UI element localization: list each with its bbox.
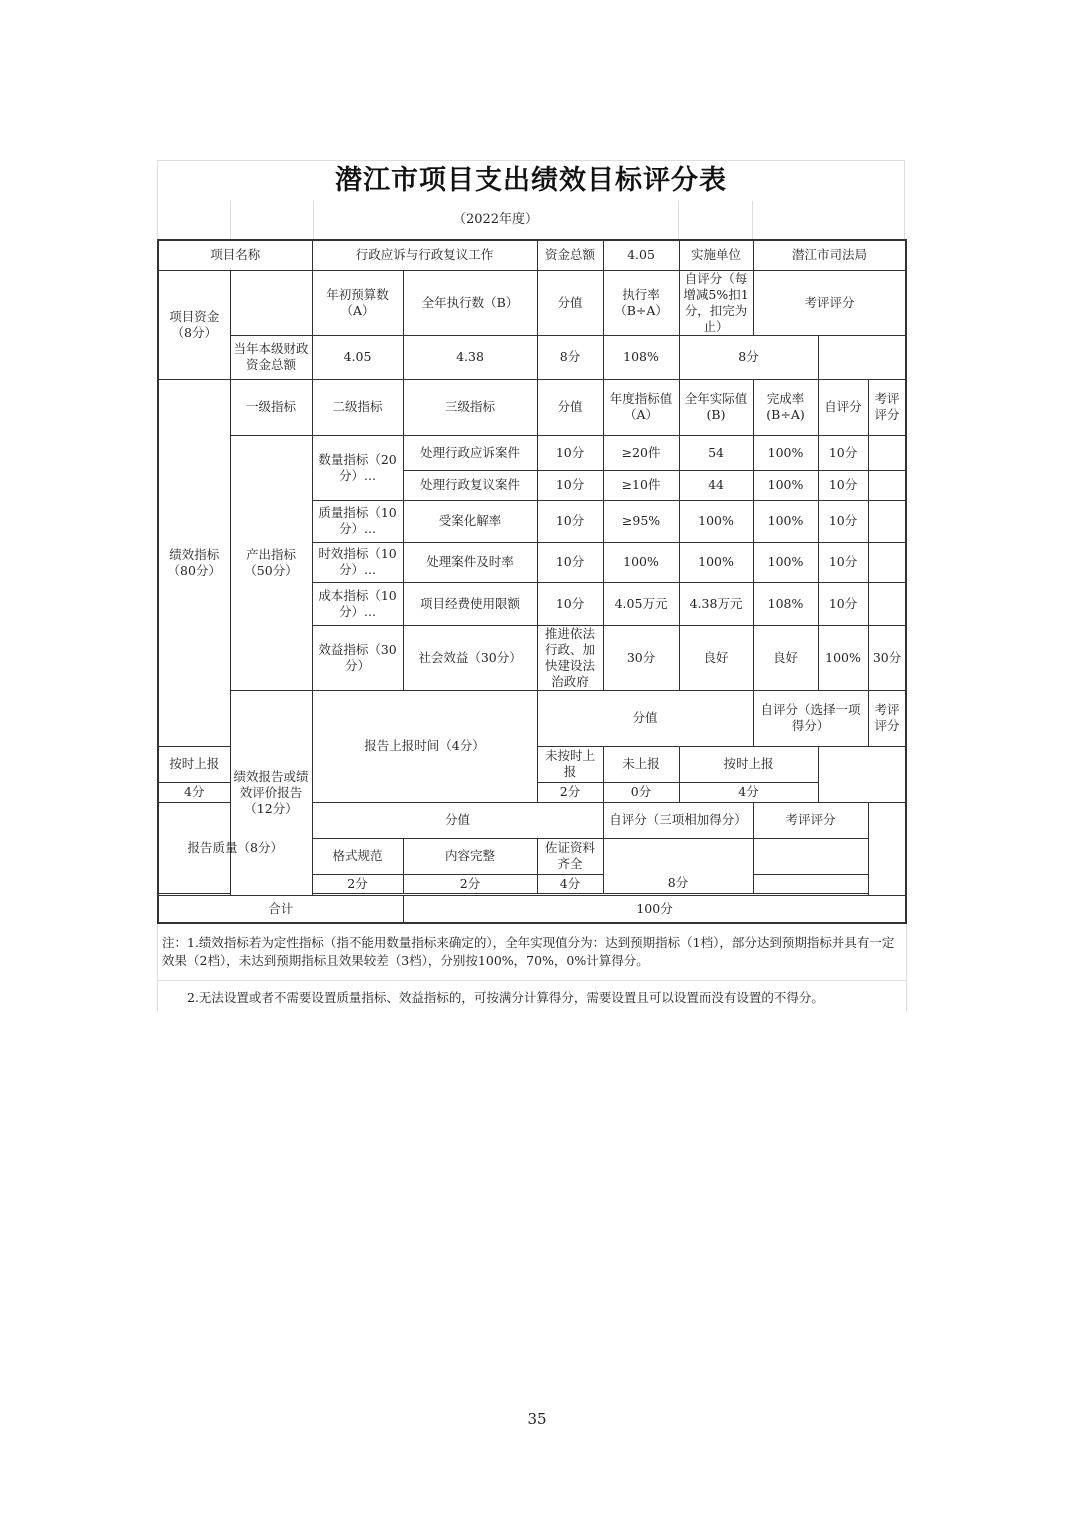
indicator-target: ≥10件 [603,470,679,500]
option-complete-score: 2分 [403,874,537,893]
indicator-review [868,500,906,542]
funds-header-row [158,270,906,335]
funds-review-score [818,335,906,379]
header-level2: 二级指标 [312,379,403,435]
indicator-target: 4.05万元 [603,582,679,625]
timeliness-self-score: 4分 [679,782,818,802]
funds-row [158,335,906,379]
option-format: 格式规范 [312,838,403,874]
indicator-name: 推进依法行政、加快建设法治政府 [537,625,603,690]
report-timeliness-score-header: 分值 [537,690,753,746]
output-indicator-label: 产出指标（50分） [230,435,312,690]
total-value: 100分 [403,895,906,923]
quantity-indicator-label: 数量指标（20分）... [312,435,403,500]
report-timeliness-review-header: 考评评分 [868,690,906,746]
benefit-indicator-label: 效益指标（30分） [312,625,403,690]
total-row [158,895,906,923]
report-quality-review-header: 考评评分 [753,802,868,838]
grid-line [752,201,753,239]
total-label: 合计 [158,895,403,923]
col-rate: 执行率（B÷A） [603,270,679,335]
indicator-rate: 100% [753,470,818,500]
timeliness-indicator-label: 时效指标（10分）... [312,542,403,582]
note-2: 2.无法设置或者不需要设置质量指标、效益指标的，可按满分计算得分，需要设置且可以设置而没有设置的不得分。 [158,980,906,1011]
option-format-score: 2分 [312,874,403,893]
indicator-score: 10分 [537,470,603,500]
funds-executed: 4.38 [403,335,537,379]
col-score: 分值 [537,270,603,335]
indicator-review [868,470,906,500]
option-on-time: 按时上报 [158,746,230,782]
indicator-name: 处理行政应诉案件 [403,435,537,470]
indicator-self: 10分 [818,435,868,470]
indicator-target: ≥20件 [603,435,679,470]
year-row [157,201,905,239]
option-not-reported: 未上报 [603,746,679,782]
unit-label: 实施单位 [679,240,753,270]
indicator-rate: 100% [753,500,818,542]
timeliness-self-choice: 按时上报 [679,746,818,782]
indicator-score: 10分 [537,542,603,582]
quality-review-cell [753,838,868,874]
indicator-score: 10分 [537,500,603,542]
funds-rate: 108% [603,335,679,379]
col-review: 考评评分 [753,270,906,335]
report-timeliness-label: 报告上报时间（4分） [312,690,537,802]
quality-self-score: 8分 [603,874,753,893]
header-actual: 全年实际值(B) [679,379,753,435]
indicator-review [868,435,906,470]
indicator-name: 处理行政复议案件 [403,470,537,500]
indicator-name: 项目经费使用限额 [403,582,537,625]
quality-self-cell [603,838,753,874]
indicator-self: 10分 [818,470,868,500]
report-timeliness-self-header: 自评分（选择一项得分） [753,690,868,746]
indicator-rate: 100% [753,435,818,470]
indicator-review [868,582,906,625]
total-funds-label: 资金总额 [537,240,603,270]
indicator-rate: 108% [753,582,818,625]
quality-review-cell [753,874,868,893]
option-complete: 内容完整 [403,838,537,874]
header-rate: 完成率(B÷A) [753,379,818,435]
indicator-self: 10分 [818,542,868,582]
header-self: 自评分 [818,379,868,435]
header-review: 考评评分 [868,379,906,435]
grid-line [678,201,679,239]
funds-budget: 4.05 [312,335,403,379]
score-sheet [157,160,905,1011]
performance-header-row [158,379,906,435]
indicator-name: 处理案件及时率 [403,542,537,582]
project-name-label: 项目名称 [158,240,312,270]
timeliness-review-cell [818,746,906,782]
indicator-actual: 100% [679,542,753,582]
indicator-target: ≥95% [603,500,679,542]
funds-blank-cell [230,270,312,335]
report-quality-self-header: 自评分（三项相加得分） [603,802,753,838]
option-evidence-score: 4分 [537,874,603,893]
indicator-self: 10分 [818,582,868,625]
indicator-target: 良好 [679,625,753,690]
indicator-rate: 100% [753,542,818,582]
quality-indicator-label: 质量指标（10分）... [312,500,403,542]
project-header-row [158,240,906,270]
option-late-score: 2分 [537,782,603,802]
indicator-name: 受案化解率 [403,500,537,542]
col-budget: 年初预算数（A） [312,270,403,335]
cost-indicator-label: 成本指标（10分）... [312,582,403,625]
indicator-actual: 44 [679,470,753,500]
funds-row-label: 当年本级财政资金总额 [230,335,312,379]
indicator-actual: 4.38万元 [679,582,753,625]
sheet-title: 潜江市项目支出绩效目标评分表 [157,160,905,201]
score-table [157,239,907,924]
option-on-time-score: 4分 [158,782,230,802]
funds-section-label: 项目资金（8分） [158,270,230,379]
indicator-actual: 良好 [753,625,818,690]
notes [157,924,907,1011]
header-target: 年度指标值（A） [603,379,679,435]
indicator-actual: 100% [679,500,753,542]
option-late: 未按时上报 [537,746,603,782]
funds-self-score: 8分 [679,335,818,379]
option-not-reported-score: 0分 [603,782,679,802]
col-self: 自评分（每增减5%扣1分，扣完为止） [679,270,753,335]
timeliness-review-cell [818,782,906,802]
indicator-score: 10分 [537,582,603,625]
performance-section-label: 绩效指标（80分） [158,379,230,746]
indicator-score: 10分 [537,435,603,470]
header-level1: 一级指标 [230,379,312,435]
option-evidence: 佐证资料齐全 [537,838,603,874]
report-quality-score-header: 分值 [312,802,603,838]
unit-name: 潜江市司法局 [753,240,906,270]
grid-line [230,201,231,239]
year-label: （2022年度） [452,212,539,227]
project-name: 行政应诉与行政复议工作 [312,240,537,270]
funds-score: 8分 [537,335,603,379]
indicator-review [868,542,906,582]
note-1: 注：1.绩效指标若为定性指标（指不能用数量指标来确定的），全年实现值分为：达到预期指标（1档），部分达到预期指标并具有一定效果（2档），未达到预期指标且效果较差（3档），分别按100%，70%，0%计算得分。 [162,935,895,968]
indicator-target: 100% [603,542,679,582]
header-score: 分值 [537,379,603,435]
total-funds: 4.05 [603,240,679,270]
col-executed: 全年执行数（B） [403,270,537,335]
report-timeliness-header-row [158,690,906,746]
report-quality-label: 报告质量（8分） [158,802,312,893]
social-benefit-label: 社会效益（30分） [403,625,537,690]
table-row [158,435,906,470]
indicator-rate: 100% [818,625,868,690]
report-section-label: 绩效报告或绩效评价报告（12分） [230,690,312,895]
page-number: 35 [527,1410,547,1428]
indicator-score: 30分 [603,625,679,690]
header-level3: 三级指标 [403,379,537,435]
indicator-self: 30分 [868,625,906,690]
indicator-self: 10分 [818,500,868,542]
indicator-actual: 54 [679,435,753,470]
